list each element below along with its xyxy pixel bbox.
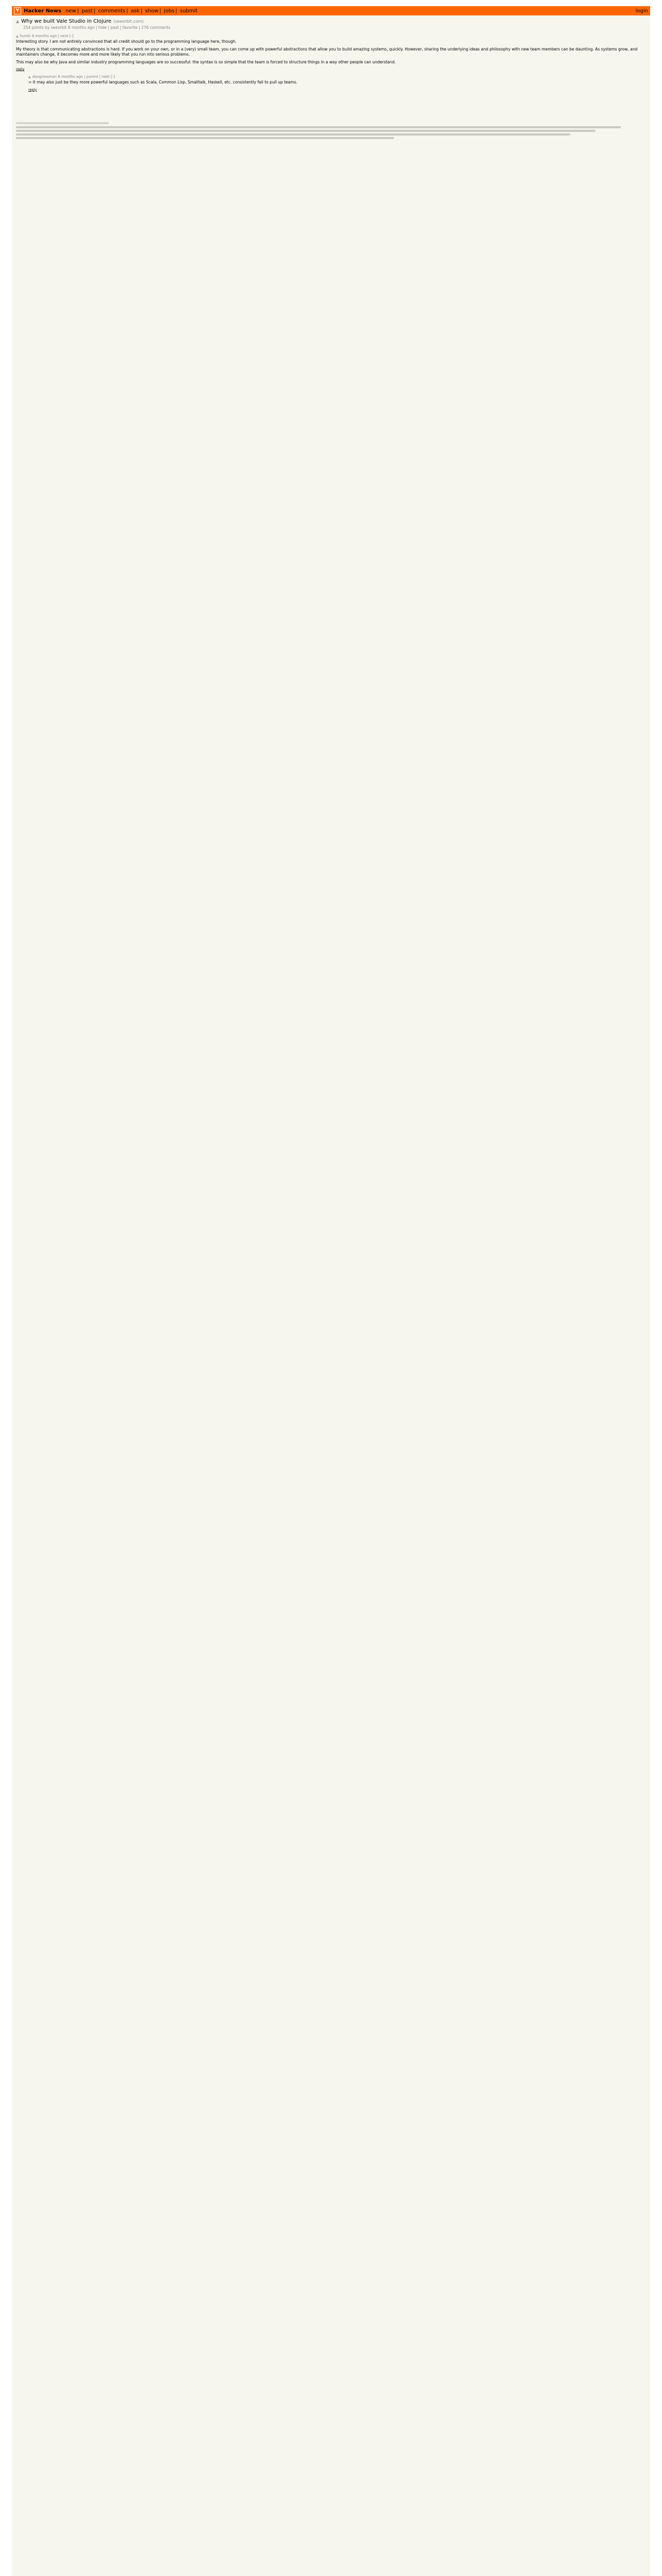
nav-comments[interactable]: comments bbox=[98, 8, 126, 14]
upvote-icon[interactable]: ▲ bbox=[16, 19, 20, 24]
comment-tree bbox=[12, 32, 650, 97]
nav-submit[interactable]: submit bbox=[179, 8, 198, 14]
reply-link[interactable]: reply bbox=[16, 67, 25, 71]
top-bar bbox=[12, 6, 650, 15]
story-domain[interactable]: (seeorbit.com) bbox=[113, 19, 144, 24]
nav-jobs[interactable]: jobs bbox=[163, 8, 175, 14]
comment-paragraph: > it may also just be they more powerful languages such as Scala, Common Lisp, Smalltalk, Haskell, etc. consistently fail to pull up teams. bbox=[28, 80, 297, 84]
comment bbox=[28, 75, 646, 92]
site-name-link[interactable]: Hacker News bbox=[24, 8, 61, 14]
upvote-icon[interactable]: ▲ bbox=[28, 75, 31, 79]
nav-past[interactable]: past bbox=[81, 8, 93, 14]
story-subtext: 254 points by seeorbit 8 months ago | hide | past | favorite | 276 comments bbox=[23, 25, 171, 30]
remaining-comments-placeholder bbox=[16, 120, 646, 141]
comment-meta: huntir 8 months ago | next [-] bbox=[20, 34, 74, 38]
nav-new[interactable]: new bbox=[65, 8, 76, 14]
story-header bbox=[12, 15, 650, 32]
comment-meta: dangrossman 8 months ago | parent | next [-] bbox=[32, 75, 115, 79]
comment-paragraph: Interesting story. I am not entirely convinced that all credit should go to the programming language here, though. bbox=[16, 39, 237, 44]
reply-link[interactable]: reply bbox=[28, 87, 37, 92]
nav-links: new | past | comments | ask | show | jobs | submit bbox=[65, 8, 198, 14]
hn-logo-icon[interactable]: Y bbox=[14, 7, 21, 14]
comment bbox=[16, 34, 646, 71]
story-title[interactable]: Why we built Vale Studio in Clojure bbox=[21, 19, 111, 24]
hn-page bbox=[12, 6, 650, 2576]
upvote-icon[interactable]: ▲ bbox=[16, 34, 19, 38]
nav-ask[interactable]: ask bbox=[130, 8, 140, 14]
comment-paragraph: This may also be why Java and similar industry programming languages are so successful: the syntax is so simple that the team is forced to structure things in a way other people can understand. bbox=[16, 59, 396, 64]
login-link[interactable]: login bbox=[635, 8, 648, 14]
nav-show[interactable]: show bbox=[145, 8, 159, 14]
comment-paragraph: My theory is that communicating abstractions is hard. If you work on your own, or in a (very) small team, you can come up with powerful abstractions that allow you to build amazing systems, quickly. However, sharing the underlying ideas and philosophy with new team members can be daunting. As systems grow, and maintainers change, it becomes more and more likely that you run into serious problems. bbox=[16, 46, 638, 57]
